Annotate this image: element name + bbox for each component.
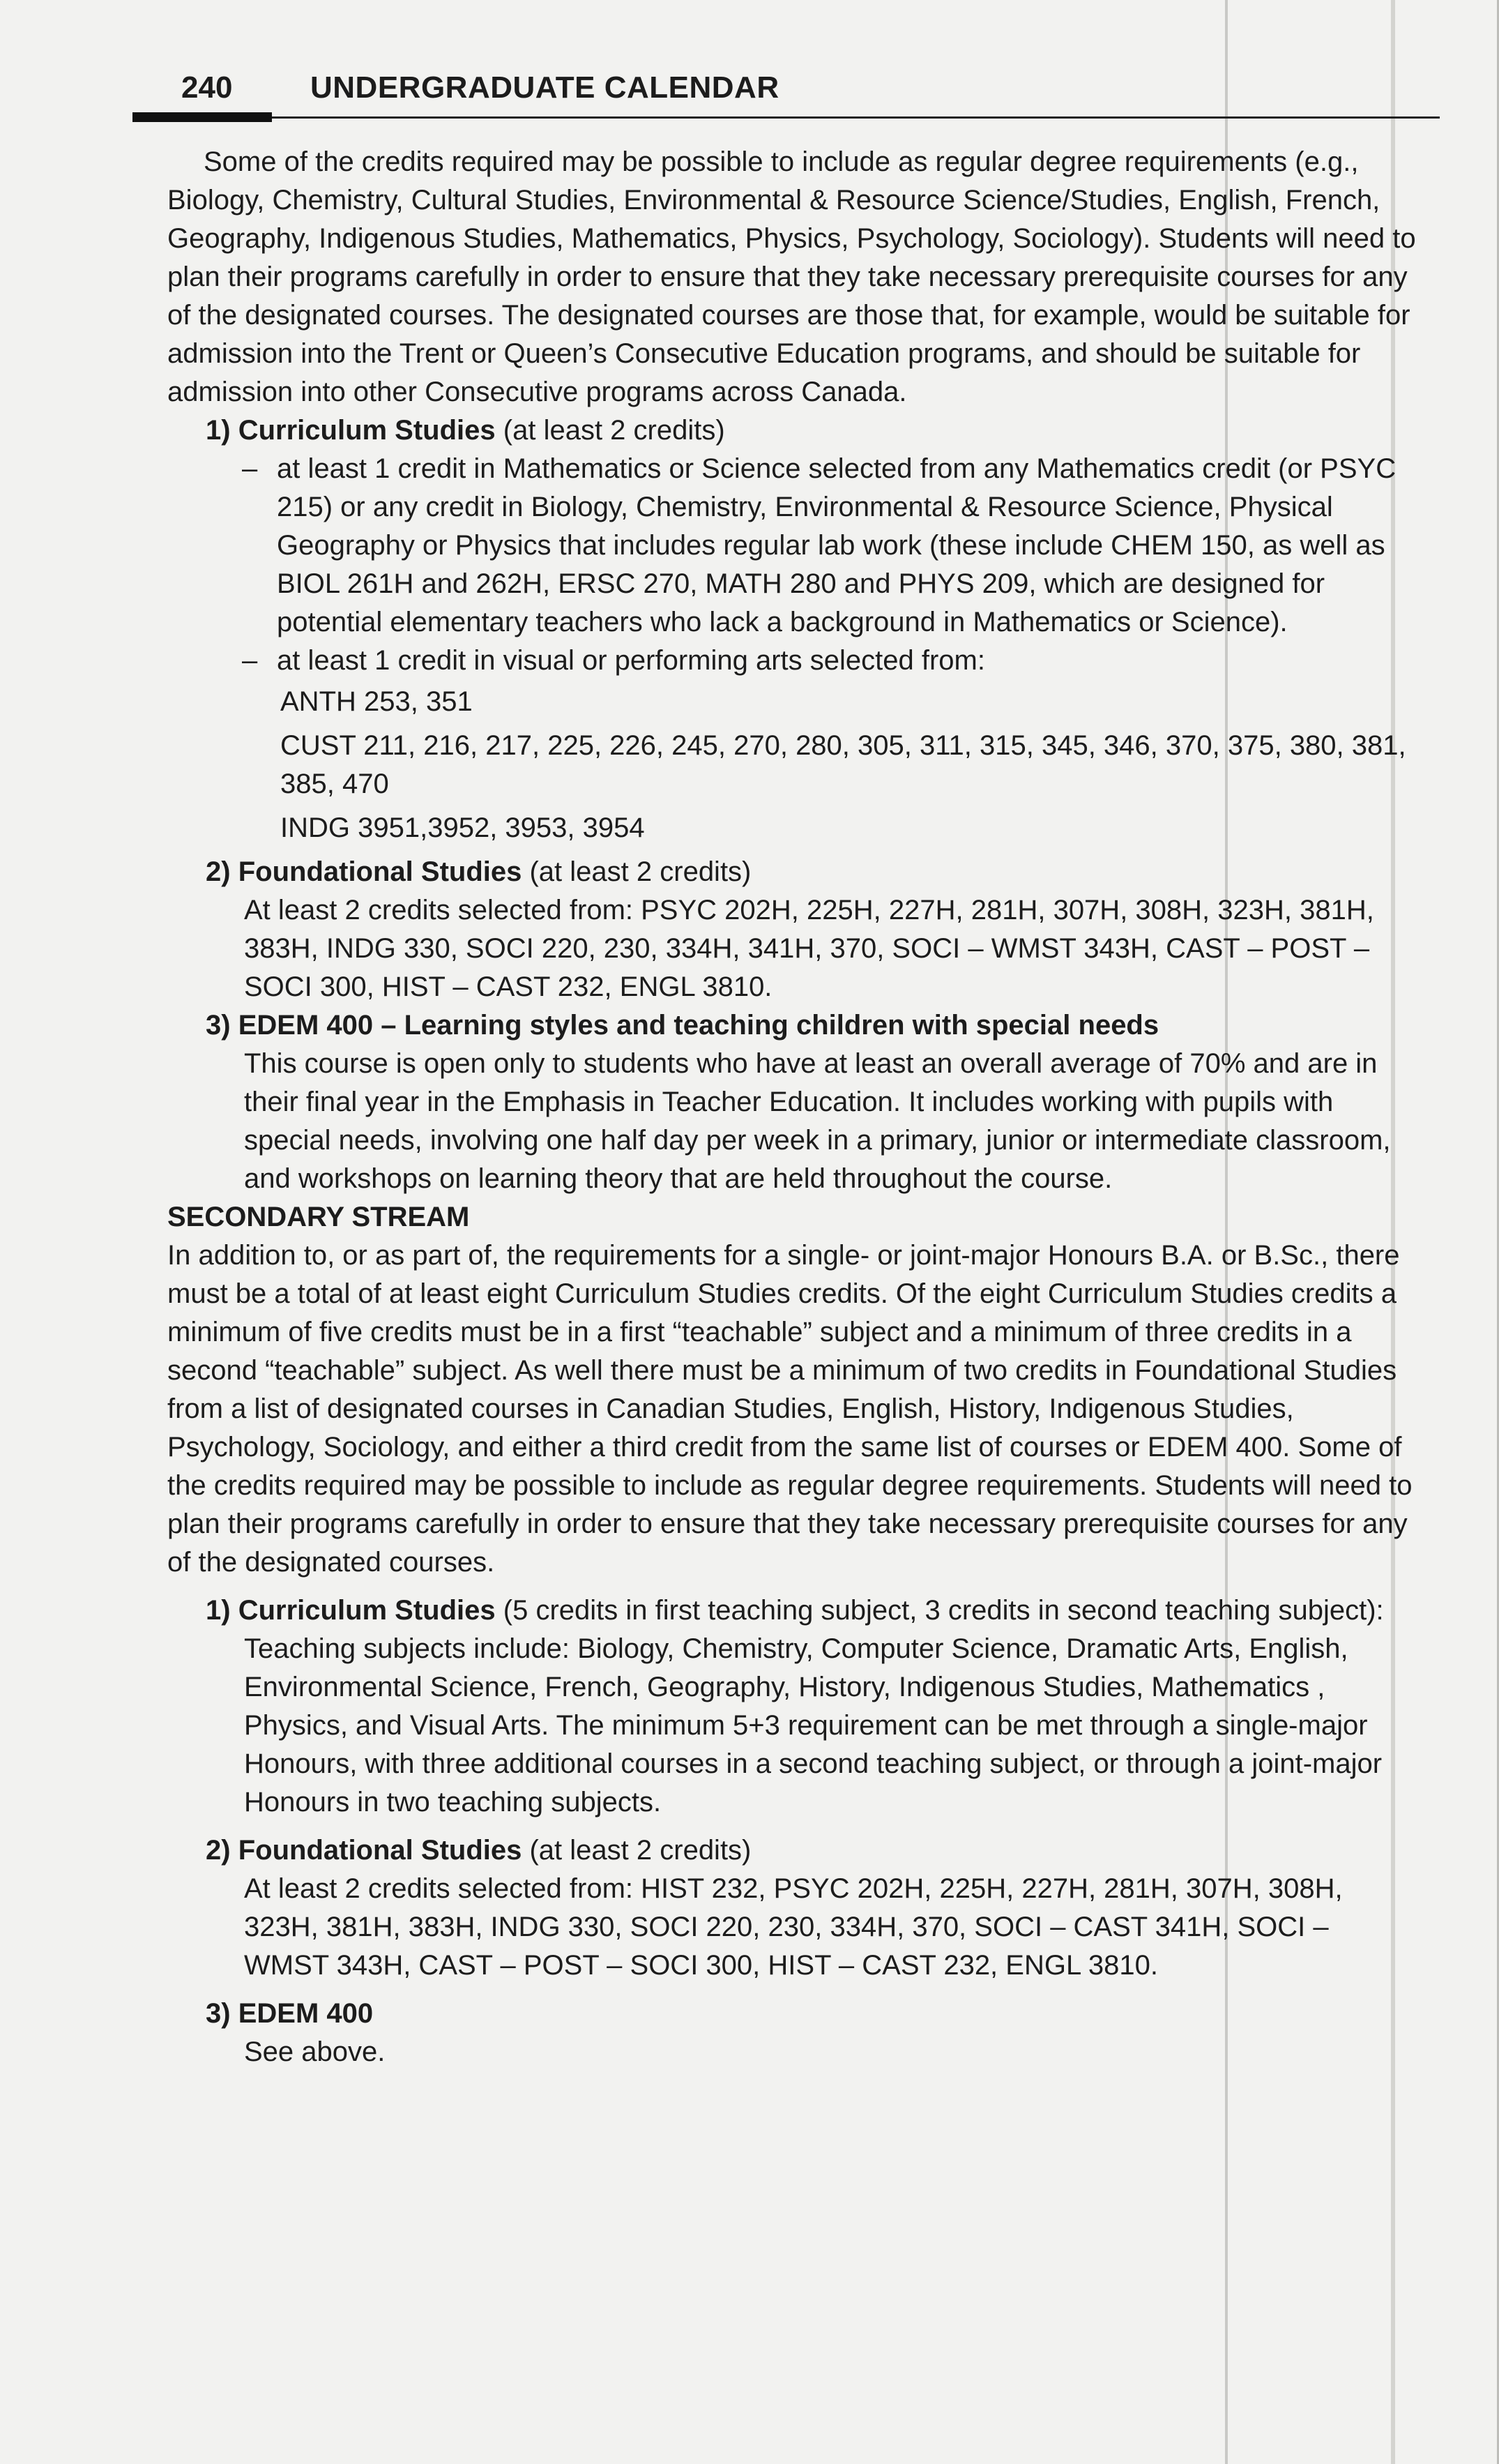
item-note: (at least 2 credits) <box>522 856 752 887</box>
secondary-item-foundational-studies <box>206 1831 1419 1985</box>
section-intro: In addition to, or as part of, the requirements for a single- or joint-major Honours B.A. or B.Sc., there must be a total of at least eight Curriculum Studies credits. Of the eight Curriculum Studies credits a minimum of five credits must be in a first “teachable” subject and a minimum of three credits in a second “teachable” subject. As well there must be a minimum of two credits in Foundational Studies from a list of designated courses in Canadian Studies, English, History, Indigenous Studies, Psychology, Sociology, and either a third credit from the same list of courses or EDEM 400. Some of the credits required may be possible to include as regular degree requirements. Students will need to plan their programs carefully in order to ensure that they take necessary prerequisite courses for any of the designated courses. <box>167 1240 1413 1578</box>
item-number: 3) <box>206 1998 231 2029</box>
item-title: EDEM 400 <box>238 1998 374 2029</box>
item-note: (5 credits in first teaching subject, 3 credits in second teaching subject): <box>495 1595 1384 1626</box>
course-line: ANTH 253, 351 <box>280 686 473 717</box>
item-body: Teaching subjects include: Biology, Chemistry, Computer Science, Dramatic Arts, English, Environmental Science, French, Geography, History, Indigenous Studies, Mathematics , Physics, and Visual Arts. The minimum 5+3 requirement can be met through a single-major Honours, with three additional courses in a second teaching subject, or through a joint-major Honours in two teaching subjects. <box>244 1633 1383 1817</box>
secondary-stream-section <box>167 1198 1419 2071</box>
page-content <box>167 143 1419 2071</box>
section-heading: SECONDARY STREAM <box>167 1202 470 1232</box>
page-header <box>132 66 1440 122</box>
course-line: CUST 211, 216, 217, 225, 226, 245, 270, 280, 305, 311, 315, 345, 346, 370, 375, 380, 381, 385, 470 <box>280 730 1406 799</box>
item-body: At least 2 credits selected from: PSYC 202H, 225H, 227H, 281H, 307H, 308H, 323H, 381H, 383H, INDG 330, SOCI 220, 230, 334H, 341H, 370, SOCI – WMST 343H, CAST – POST – SOCI 300, HIST – CAST 232, ENGL 3810. <box>244 895 1374 1002</box>
primary-item-foundational-studies <box>206 853 1419 1006</box>
item-number: 1) <box>206 415 231 446</box>
item-body: This course is open only to students who have at least an overall average of 70% and are in their final year in the Emphasis in Teacher Education. It includes working with pupils with special needs, involving one half day per week in a primary, junior or intermediate classroom, and workshops on learning theory that are held throughout the course. <box>244 1048 1391 1194</box>
arts-course-list <box>280 683 1419 847</box>
item-number: 2) <box>206 1835 231 1866</box>
header-rule-thin <box>272 116 1440 119</box>
intro-paragraph: Some of the credits required may be possible to include as regular degree requirements (e.g., Biology, Chemistry, Cultural Studies, Environmental & Resource Science/Studies, English, French, Geography, Indigenous Studies, Mathematics, Physics, Psychology, Sociology). Students will need to plan their programs carefully in order to ensure that they take necessary prerequisite courses for any of the designated courses. The designated courses are those that, for example, would be suitable for admission into the Trent or Queen’s Consecutive Education programs, and should be suitable for admission into other Consecutive programs across Canada. <box>167 146 1416 407</box>
list-item: – at least 1 credit in Mathematics or Science selected from any Mathematics credit (or PSYC 215) or any credit in Biology, Chemistry, Environmental & Resource Science, Physical Geography or Physics that includes regular lab work (these include CHEM 150, as well as BIOL 261H and 262H, ERSC 270, MATH 280 and PHYS 209, which are designed for potential elementary teachers who lack a background in Mathematics or Science). <box>242 450 1419 642</box>
item-body: See above. <box>244 2036 386 2067</box>
item-title: Foundational Studies <box>238 1835 522 1866</box>
requirement-list <box>242 450 1419 680</box>
item-title: Foundational Studies <box>238 856 522 887</box>
header-rule-thick <box>132 112 272 122</box>
running-title: UNDERGRADUATE CALENDAR <box>310 70 779 105</box>
item-title: Curriculum Studies <box>238 1595 496 1626</box>
item-number: 2) <box>206 856 231 887</box>
item-title: Curriculum Studies <box>238 415 496 446</box>
secondary-item-curriculum-studies <box>206 1592 1419 1822</box>
course-line: INDG 3951,3952, 3953, 3954 <box>280 812 645 843</box>
primary-item-curriculum-studies <box>206 411 1419 847</box>
primary-item-edem-400 <box>206 1006 1419 1198</box>
list-item: – at least 1 credit in visual or performing arts selected from: <box>242 642 1419 680</box>
item-body: At least 2 credits selected from: HIST 232, PSYC 202H, 225H, 227H, 281H, 307H, 308H, 323H, 381H, 383H, INDG 330, SOCI 220, 230, 334H, 370, SOCI – CAST 341H, SOCI – WMST 343H, CAST – POST – SOCI 300, HIST – CAST 232, ENGL 3810. <box>244 1873 1343 1981</box>
page-number: 240 <box>181 70 233 105</box>
item-note: (at least 2 credits) <box>522 1835 752 1866</box>
secondary-item-edem-400 <box>206 1995 1419 2071</box>
item-number: 3) <box>206 1010 231 1041</box>
item-title: EDEM 400 – Learning styles and teaching children with special needs <box>238 1010 1159 1041</box>
item-number: 1) <box>206 1595 231 1626</box>
item-note: (at least 2 credits) <box>495 415 725 446</box>
